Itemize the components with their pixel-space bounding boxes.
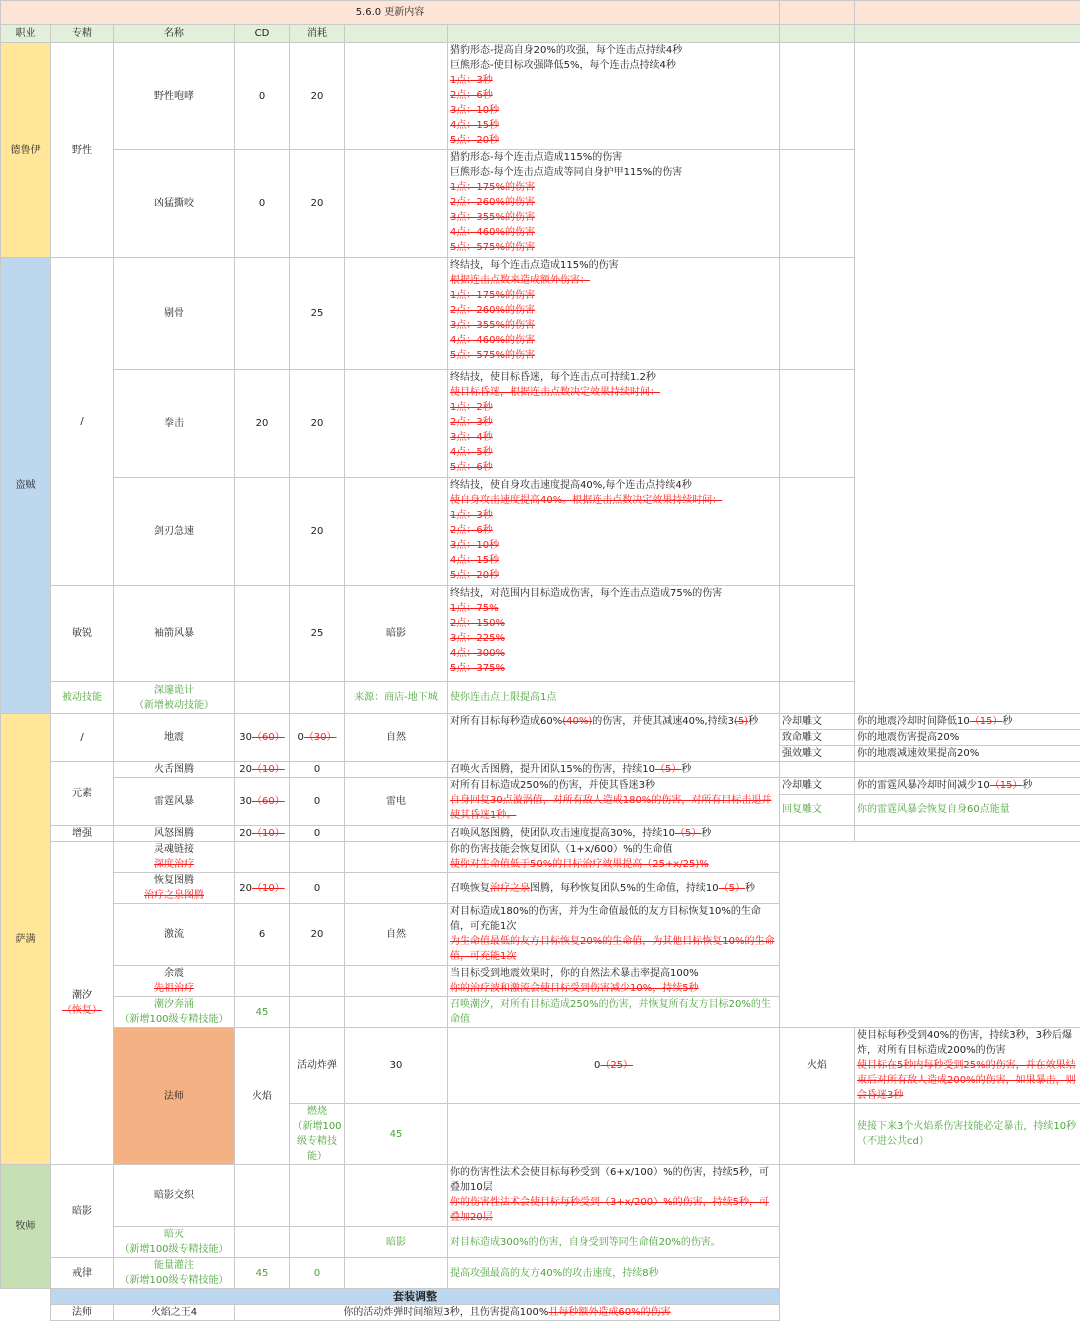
table-row: 暗灭 （新增100级专精技能） 暗影 对目标造成300%的伤害，自身受到等同生命值20%的伤害。 — [1, 1227, 1080, 1258]
header-cd: CD — [235, 25, 290, 43]
page-title: 5.6.0 更新内容 — [1, 1, 780, 25]
skill-name: 激流 — [114, 904, 235, 966]
skill-name: 活动炸弹 — [290, 1028, 345, 1104]
table-row — [1, 966, 1080, 997]
skill-desc: 对目标造成300%的伤害，自身受到等同生命值20%的伤害。 — [448, 1227, 780, 1258]
skill-desc: 终结技，使目标昏迷，每个连击点可持续1.2秒 使目标昏迷，根据连击点数决定效果持续时间： 1点：2秒 2点：3秒 3点：4秒 4点：5秒 5点：6秒 — [448, 370, 780, 478]
skill-name: 火舌图腾 — [114, 762, 235, 778]
skill-desc: 猎豹形态-每个连击点造成115%的伤害 巨熊形态-每个连击点造成等同自身护甲115%的伤害 1点：175%的伤害 2点：260%的伤害 3点：355%的伤害 4点：460%的伤害 5点：575%的伤害 — [448, 150, 780, 258]
table-row: 盗贼 / 剔骨 25 终结技，每个连击点造成115%的伤害 根据连击点数来造成额外伤害： 1点：175%的伤害 2点：260%的伤害 3点：355%的伤害 4点：460%的伤害 5点：575%的伤害 — [1, 258, 1080, 370]
skill-desc: 召唤火舌图腾，提升团队15%的伤害，持续10（5）秒 — [448, 762, 780, 778]
table-row: 潮汐奔涌 （新增100级专精技能） 45 召唤潮汐，对所有目标造成250%的伤害，并恢复所有友方目标20%的生命值 — [1, 997, 1080, 1028]
table-row: 牧师 暗影 暗影交织 你的伤害性法术会使目标每秒受到（6+x/100）%的伤害，持续5秒，可叠加10层 你的伤害性法术会使目标每秒受到（3+x/200）%的伤害，持续5秒，可叠加20层 — [1, 1165, 1080, 1227]
skill-name: 暗灭 （新增100级专精技能） — [114, 1227, 235, 1258]
spec-feral: 野性 — [51, 43, 114, 258]
skill-name: 能量灌注 （新增100级专精技能） — [114, 1258, 235, 1289]
table-row: 增强 风怒图腾 20（10） 0 召唤风怒图腾，使团队攻击速度提高30%，持续10（5）秒 — [1, 826, 1080, 842]
skill-name: 雷霆风暴 — [114, 778, 235, 826]
header-name: 名称 — [114, 25, 235, 43]
table-row: 元素 火舌图腾 20（10） 0 召唤火舌图腾，提升团队15%的伤害，持续10（5）秒 — [1, 762, 1080, 778]
table-row: 激流 6 20 自然 对目标造成180%的伤害，并为生命值最低的友方目标恢复10%的生命值，可充能1次 为生命值最低的友方目标恢复20%的生命值，为其他目标恢复10%的生命值，可充能1次 — [1, 904, 1080, 966]
class-rogue: 盗贼 — [1, 258, 51, 714]
skill-name: 余震 先祖治疗 — [114, 966, 235, 997]
skill-desc: 终结技，对范围内目标造成伤害，每个连击点造成75%的伤害 1点：75% 2点：150% 3点：225% 4点：300% 5点：375% — [448, 586, 780, 682]
table-row: 拳击 20 20 终结技，使目标昏迷，每个连击点可持续1.2秒 使目标昏迷，根据连击点数决定效果持续时间： 1点：2秒 2点：3秒 3点：4秒 4点：5秒 5点：6秒 — [1, 370, 1080, 478]
table-row: 萨满 / 地震 30（60） 0（30） 自然 对所有目标每秒造成60%(40%)的伤害，并使其减速40%,持续3(5)秒 冷却雕文 你的地震冷却时间降低10（15）秒 — [1, 714, 1080, 730]
skill-name: 野性咆哮 — [114, 43, 235, 150]
table-row: 恢复图腾 治疗之泉图腾 20（10） 0 召唤恢复治疗之泉图腾，每秒恢复团队5%的生命值，持续10（5）秒 — [1, 873, 1080, 904]
skill-desc: 召唤风怒图腾，使团队攻击速度提高30%，持续10（5）秒 — [448, 826, 780, 842]
skill-name: 地震 — [114, 714, 235, 762]
skill-desc: 召唤恢复治疗之泉图腾，每秒恢复团队5%的生命值，持续10（5）秒 — [448, 873, 780, 904]
table-row: 法师 火焰 活动炸弹 30 0（25） 火焰 使目标每秒受到40%的伤害，持续3秒，3秒后爆炸，对所有目标造成200%的伤害 使目标在5秒内每秒受到25%的伤害，并在效果结束后对所有敌人造成200%的伤害，如果暴击，则会昏迷3秒 — [1, 1028, 1080, 1104]
skill-desc: 终结技，使自身攻击速度提高40%,每个连击点持续4秒 使自身攻击速度提高40%。根据连击点数决定效果持续时间： 1点：3秒 2点：6秒 3点：10秒 4点：15秒 5点：20秒 — [448, 478, 780, 586]
title-row — [1, 1, 1080, 25]
skill-desc: 对目标造成180%的伤害，并为生命值最低的友方目标恢复10%的生命值，可充能1次 为生命值最低的友方目标恢复20%的生命值，为其他目标恢复10%的生命值，可充能1次 — [448, 904, 780, 966]
skill-name: 深邃诡计 （新增被动技能） — [114, 682, 235, 714]
skill-desc: 终结技，每个连击点造成115%的伤害 根据连击点数来造成额外伤害： 1点：175%的伤害 2点：260%的伤害 3点：355%的伤害 4点：460%的伤害 5点：575%的伤害 — [448, 258, 780, 370]
skill-desc: 对所有目标造成250%的伤害，并使其昏迷3秒 自身回复30点漩涡值，对所有敌人造成180%的伤害，对所有目标击退并使其昏迷1秒。 — [448, 778, 780, 826]
header-spec: 专精 — [51, 25, 114, 43]
skill-name: 剑刃急速 — [114, 478, 235, 586]
table-row: 凶猛撕咬 0 20 猎豹形态-每个连击点造成115%的伤害 巨熊形态-每个连击点造成等同自身护甲115%的伤害 1点：175%的伤害 2点：260%的伤害 3点：355%的伤害 4点：460%的伤害 5点：575%的伤害 — [1, 150, 1080, 258]
table-row: 德鲁伊 野性 野性咆哮 0 20 猎豹形态-提高自身20%的攻强，每个连击点持续4秒 巨熊形态-使目标攻强降低5%，每个连击点持续4秒 1点：3秒 2点：6秒 3点：10秒 4点：15秒 5点：20秒 — [1, 43, 1080, 150]
skill-desc: 对所有目标每秒造成60%(40%)的伤害，并使其减速40%,持续3(5)秒 — [448, 714, 780, 762]
skill-name: 暗影交织 — [114, 1165, 235, 1227]
skill-desc: 使目标每秒受到40%的伤害，持续3秒，3秒后爆炸，对所有目标造成200%的伤害 使目标在5秒内每秒受到25%的伤害，并在效果结束后对所有敌人造成200%的伤害，如果暴击，则会昏迷3秒 — [855, 1028, 1080, 1104]
suit-title: 套装调整 — [51, 1289, 780, 1305]
skill-desc: 召唤潮汐，对所有目标造成250%的伤害，并恢复所有友方目标20%的生命值 — [448, 997, 780, 1028]
skill-desc: 使接下来3个火焰系伤害技能必定暴击，持续10秒（不进公共cd） — [855, 1104, 1080, 1165]
class-mage: 法师 — [114, 1028, 235, 1165]
table-row: 敏锐 袖箭风暴 25 暗影 终结技，对范围内目标造成伤害，每个连击点造成75%的伤害 1点：75% 2点：150% 3点：225% 4点：300% 5点：375% — [1, 586, 1080, 682]
glyph-name: 回复雕文 — [780, 795, 854, 825]
class-priest: 牧师 — [1, 1165, 51, 1289]
skill-name: 剔骨 — [114, 258, 235, 370]
table-row: 强效雕文 你的地震减速效果提高20% — [1, 746, 1080, 762]
table-row: 被动技能 深邃诡计 （新增被动技能） 来源：商店-地下城 使你连击点上限提高1点 — [1, 682, 1080, 714]
skill-name: 恢复图腾 治疗之泉图腾 — [114, 873, 235, 904]
skill-desc: 你的伤害性法术会使目标每秒受到（6+x/100）%的伤害，持续5秒，可叠加10层 你的伤害性法术会使目标每秒受到（3+x/200）%的伤害，持续5秒，可叠加20层 — [448, 1165, 780, 1227]
header-row — [1, 25, 1080, 43]
table-row: 潮汐 （恢复） 灵魂链接 深度治疗 你的伤害技能会恢复团队（1+x/600）%的生命值 使你对生命值低于50%的目标治疗效果提高（25+x/25)% — [1, 842, 1080, 873]
skill-desc: 你的伤害技能会恢复团队（1+x/600）%的生命值 使你对生命值低于50%的目标治疗效果提高（25+x/25)% — [448, 842, 780, 873]
table-row: 致命雕文 你的地震伤害提高20% — [1, 730, 1080, 746]
header-cost: 消耗 — [290, 25, 345, 43]
glyph-name: 强效雕文 — [780, 746, 855, 762]
skill-name: 拳击 — [114, 370, 235, 478]
skill-desc: 当目标受到地震效果时，你的自然法术暴击率提高100% 你的治疗波和激流会使目标受到伤害减少10%，持续5秒 — [448, 966, 780, 997]
table-row: 剑刃急速 20 终结技，使自身攻击速度提高40%,每个连击点持续4秒 使自身攻击速度提高40%。根据连击点数决定效果持续时间： 1点：3秒 2点：6秒 3点：10秒 4点：15秒 5点：20秒 — [1, 478, 1080, 586]
glyph-name: 冷却雕文 — [780, 714, 855, 730]
skill-name: 凶猛撕咬 — [114, 150, 235, 258]
table-row: 雷霆风暴 30（60） 0 雷电 对所有目标造成250%的伤害，并使其昏迷3秒 自身回复30点漩涡值，对所有敌人造成180%的伤害，对所有目标击退并使其昏迷1秒。 冷却雕文 回复雕文 你的雷霆风暴冷却时间减少10（15）秒 你的雷霆风暴会恢复自身60点能量 — [1, 778, 1080, 826]
table-row: 燃烧 （新增100级专精技能） 45 使接下来3个火焰系伤害技能必定暴击，持续10秒（不进公共cd） — [1, 1104, 1080, 1165]
skill-desc: 猎豹形态-提高自身20%的攻强，每个连击点持续4秒 巨熊形态-使目标攻强降低5%，每个连击点持续4秒 1点：3秒 2点：6秒 3点：10秒 4点：15秒 5点：20秒 — [448, 43, 780, 150]
class-druid: 德鲁伊 — [1, 43, 51, 258]
skill-name: 灵魂链接 深度治疗 — [114, 842, 235, 873]
suit-header-row — [1, 1289, 1080, 1305]
skill-name: 潮汐奔涌 （新增100级专精技能） — [114, 997, 235, 1028]
glyph-name: 冷却雕文 — [780, 778, 854, 795]
skill-name: 风怒图腾 — [114, 826, 235, 842]
skill-desc: 提高攻强最高的友方40%的攻击速度，持续8秒 — [448, 1258, 780, 1289]
class-shaman: 萨满 — [1, 714, 51, 1165]
glyph-name: 致命雕文 — [780, 730, 855, 746]
header-class: 职业 — [1, 25, 51, 43]
table-row: 法师 火焰之王4 你的活动炸弹时间缩短3秒，且伤害提高100%且每秒额外造成60%的伤害 — [1, 1305, 1080, 1321]
skill-name: 燃烧 （新增100级专精技能） — [290, 1104, 345, 1165]
skill-name: 袖箭风暴 — [114, 586, 235, 682]
table-row: 戒律 能量灌注 （新增100级专精技能） 45 0 提高攻强最高的友方40%的攻击速度，持续8秒 — [1, 1258, 1080, 1289]
